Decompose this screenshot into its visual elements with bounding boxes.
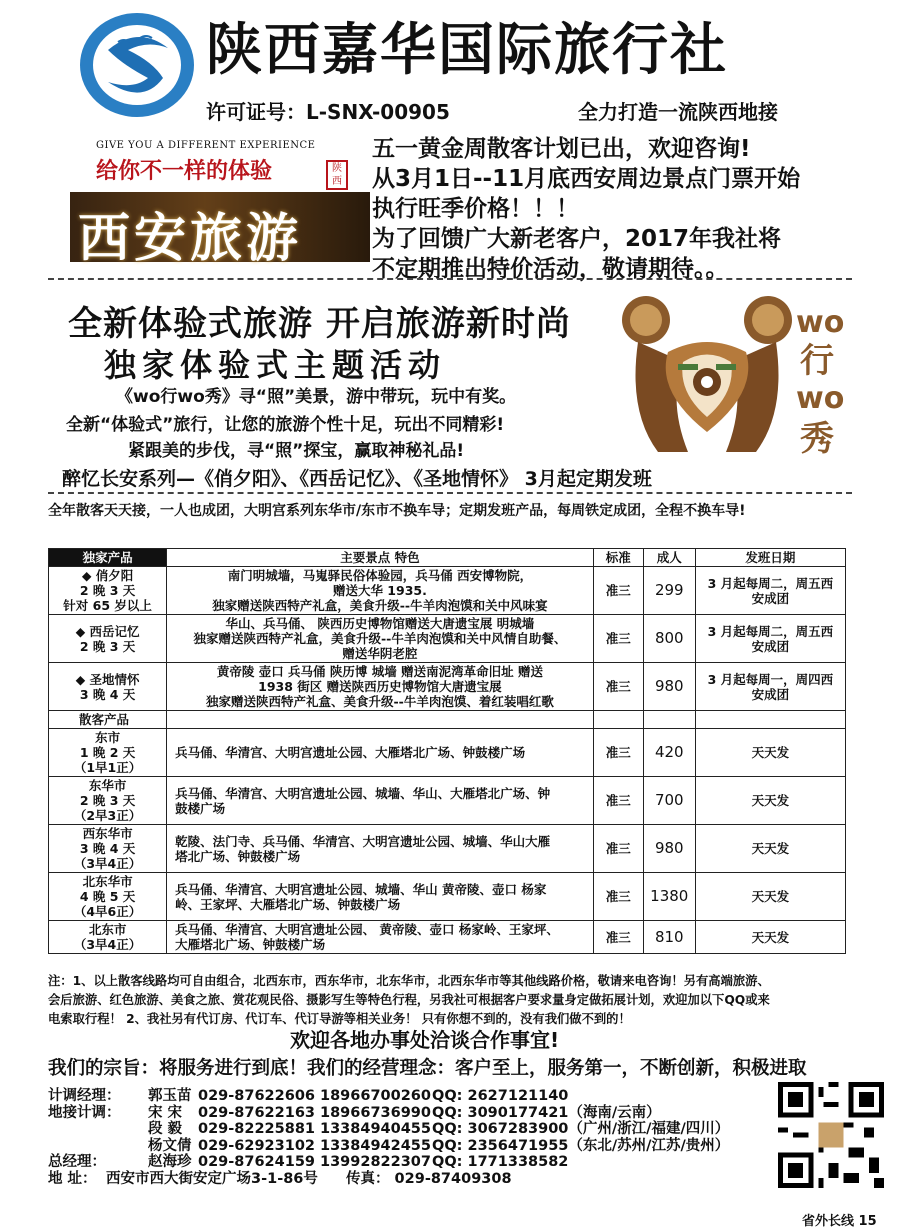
address-value: 西安市西大街安定广场3-1-86号 [106, 1170, 318, 1187]
address-label: 地 址： [48, 1170, 97, 1187]
cell-line: 西东华市 [82, 826, 133, 841]
cell-line: （2早3正） [73, 808, 142, 823]
cell-line: 3 晚 4 天 [79, 841, 136, 856]
cell-line: 3 晚 4 天 [79, 686, 136, 702]
cell-line: 天天发 [751, 793, 790, 808]
contact-qq: QQ: 1771338582 [432, 1154, 569, 1170]
contact-name: 赵海珍 [148, 1154, 192, 1170]
product-name-cell [49, 729, 167, 777]
empty-cell [167, 711, 594, 729]
spots-cell [167, 567, 594, 615]
product-name-cell [49, 921, 167, 954]
address-fax: 传真： 029-87409308 [346, 1170, 512, 1187]
banner-seal: 陕西 [326, 160, 348, 190]
table-row [49, 615, 846, 663]
emblem-text: wo [796, 305, 845, 340]
contact-qq: QQ: 3090177421（海南/云南） [432, 1104, 661, 1121]
cell-line: 安成团 [751, 686, 790, 702]
product-name-cell [49, 615, 167, 663]
standard-cell: 准三 [593, 825, 643, 873]
price-cell: 980 [643, 825, 695, 873]
experience-line: 全新“体验式”旅行，让您的旅游个性十足，玩出不同精彩! [66, 415, 505, 435]
empty-cell [593, 711, 643, 729]
price-cell: 1380 [643, 873, 695, 921]
cell-line: 黄帝陵 壶口 兵马俑 陕历博 城墙 赠送南泥湾革命旧址 赠送 [216, 664, 543, 679]
contact-mobile: 13384942455 [320, 1137, 431, 1154]
col-header: 发班日期 [695, 549, 845, 567]
standard-cell: 准三 [593, 921, 643, 954]
notice-line: 为了回馈广大新老客户，2017年我社将 [372, 226, 782, 252]
dates-cell [695, 567, 845, 615]
cell-line: 北东市 [88, 922, 127, 937]
cell-line: 2 晚 3 天 [79, 583, 136, 598]
cell-line: 大雁塔北广场、钟鼓楼广场 [175, 937, 326, 952]
experience-line: 紧跟美的步伐，寻“照”探宝，赢取神秘礼品! [128, 441, 465, 461]
contact-list [48, 1088, 788, 1187]
experience-line: 《wo行wo秀》寻“照”美景，游中带玩，玩中有奖。 [116, 387, 517, 407]
price-cell: 299 [643, 567, 695, 615]
table-row [49, 663, 846, 711]
empty-cell [643, 711, 695, 729]
cell-line: 4 晚 5 天 [79, 889, 136, 904]
notice-line: 从3月1日--11月底西安周边景点门票开始 [372, 166, 801, 192]
contact-tel: 029-82225881 [198, 1121, 315, 1137]
table-row [49, 825, 846, 873]
col-header: 标准 [593, 549, 643, 567]
dashed-divider [48, 278, 852, 280]
emblem-text: 行 [800, 341, 834, 381]
spots-cell [167, 615, 594, 663]
price-cell: 800 [643, 615, 695, 663]
cell-line: 天天发 [751, 889, 790, 904]
wo-xing-wo-xiu-emblem [618, 292, 868, 460]
product-name-cell [49, 825, 167, 873]
standard-cell: 准三 [593, 729, 643, 777]
price-cell: 810 [643, 921, 695, 954]
cell-line: 塔北广场、钟鼓楼广场 [175, 848, 301, 864]
dates-cell [695, 825, 845, 873]
cell-line: 1 晚 2 天 [79, 745, 136, 760]
contact-mobile: 18966700260 [320, 1088, 431, 1104]
sub-header-row [49, 711, 846, 729]
standard-cell: 准三 [593, 615, 643, 663]
cell-line: 鼓楼广场 [175, 800, 226, 816]
contact-name: 段 毅 [148, 1121, 183, 1137]
contact-row [48, 1105, 788, 1122]
motto-text: 我们的宗旨：将服务进行到底！我们的经营理念：客户至上，服务第一，不断创新，积极进取 [48, 1058, 807, 1079]
cell-line: 南门明城墙，马嵬驿民俗体验园，兵马俑 西安博物院， [227, 568, 533, 583]
contact-qq: QQ: 2356471955（东北/苏州/江苏/贵州） [432, 1137, 730, 1154]
notice-line: 五一黄金周散客计划已出，欢迎咨询! [372, 136, 751, 162]
footnote [48, 972, 860, 1029]
contact-row [48, 1154, 788, 1171]
contact-row [48, 1138, 788, 1155]
standard-cell: 准三 [593, 567, 643, 615]
contact-tel: 029-87624159 [198, 1154, 315, 1170]
cell-line: 针对 65 岁以上 [63, 598, 152, 613]
cell-line: 兵马俑、华清宫、大明宫遗址公园、城墙、华山 黄帝陵、壶口 杨家 [175, 881, 547, 897]
welcome-text: 欢迎各地办事处洽谈合作事宜! [290, 1028, 560, 1052]
cell-line: 独家赠送陕西特产礼盒，美食升级--牛羊肉泡馍和关中风情自助餐、 [193, 631, 567, 646]
contact-qq: QQ: 2627121140 [432, 1088, 569, 1104]
cell-line: 天天发 [751, 745, 790, 760]
series-schedule: 醉忆长安系列—《俏夕阳》、《西岳记忆》、《圣地情怀》 3月起定期发班 [62, 468, 652, 490]
contact-name: 郭玉苗 [148, 1088, 192, 1104]
experience-headline: 全新体验式旅游 开启旅游新时尚 [68, 304, 571, 344]
spots-cell [167, 873, 594, 921]
cell-line: 独家赠送陕西特产礼盒、美食升级--牛羊肉泡馍、着红装唱红歌 [205, 694, 554, 709]
dates-cell [695, 663, 845, 711]
dates-cell [695, 777, 845, 825]
cell-line: 2 晚 3 天 [79, 638, 136, 654]
cell-line: 乾陵、法门寺、兵马俑、华清宫、大明宫遗址公园、城墙、华山大雁 [175, 833, 551, 849]
banner-title-block [70, 192, 370, 269]
contact-tel: 029-87622163 [198, 1104, 315, 1121]
notice-line: 执行旺季价格！！！ [372, 196, 579, 222]
cell-line: 东华市 [88, 778, 127, 793]
col-header: 主要景点 特色 [167, 549, 594, 567]
emblem-text: wo [796, 381, 845, 416]
cell-line: 3 月起每周二，周五西 [707, 575, 834, 591]
cell-line: 安成团 [751, 590, 790, 606]
notice-block [372, 134, 872, 284]
company-name: 陕西嘉华国际旅行社 [206, 18, 728, 83]
table-row [49, 873, 846, 921]
banner-title: 西安旅游 [78, 209, 303, 269]
cell-line: 天天发 [751, 929, 790, 945]
contact-role: 地接计调： [48, 1104, 121, 1121]
col-header: 独家产品 [49, 549, 167, 567]
dates-cell [695, 729, 845, 777]
spots-cell [167, 825, 594, 873]
contact-mobile: 13992822307 [320, 1154, 431, 1170]
cell-line: ◆ 俏夕阳 [81, 568, 134, 583]
spots-cell [167, 921, 594, 954]
cell-line: 东市 [95, 730, 121, 745]
price-cell: 700 [643, 777, 695, 825]
table-body [49, 567, 846, 954]
product-name-cell [49, 873, 167, 921]
cell-line: 1938 街区 赠送陕西历史博物馆大唐遗宝展 [258, 679, 502, 694]
dates-cell [695, 873, 845, 921]
daily-tour-note: 全年散客天天接，一人也成团，大明宫系列东华市/东市不换车导；定期发班产品，每周铁定成团，全程不换车导! [48, 503, 746, 519]
cell-line: 3 月起每周二，周五西 [707, 623, 834, 639]
contact-tel: 029-87622606 [198, 1088, 315, 1104]
cell-line: 天天发 [751, 841, 790, 856]
table-row [49, 777, 846, 825]
table-row [49, 567, 846, 615]
empty-cell [695, 711, 845, 729]
banner-chinese-slogan: 给你不一样的体验 [96, 158, 273, 184]
cell-line: 赠送大华 1935. [332, 583, 427, 598]
xian-tourism-banner [70, 140, 370, 270]
price-cell: 980 [643, 663, 695, 711]
spots-cell [167, 663, 594, 711]
cell-line: ◆ 圣地情怀 [75, 671, 140, 687]
contact-qq: QQ: 3067283900（广州/浙江/福建/四川） [432, 1121, 730, 1137]
cell-line: 岭、王家坪、大雁塔北广场、钟鼓楼广场 [175, 896, 401, 912]
cell-line: 北东华市 [82, 874, 133, 889]
contact-row [48, 1121, 788, 1138]
spots-cell [167, 729, 594, 777]
qr-code [778, 1082, 884, 1188]
experience-subhead: 独家体验式主题活动 [104, 346, 447, 384]
dates-cell [695, 615, 845, 663]
sub-header: 散客产品 [49, 711, 167, 729]
company-logo [78, 10, 196, 120]
contact-role: 总经理： [48, 1154, 106, 1170]
contact-name: 杨文倩 [148, 1137, 192, 1154]
banner-english-slogan: GIVE YOU A DIFFERENT EXPERIENCE [96, 140, 316, 151]
notice-line: 不定期推出特价活动，敬请期待。。 [372, 256, 729, 282]
table-row [49, 921, 846, 954]
cell-line: （3早4正） [73, 856, 142, 871]
dates-cell [695, 921, 845, 954]
page-footer: 省外长线 15 [802, 1214, 877, 1229]
address-row [48, 1171, 788, 1188]
footnote-line: 会后旅游、红色旅游、美食之旅、赏花观民俗、摄影写生等特色行程，另我社可根据客户要求量身定做拓展计划，欢迎加以下QQ或来 [48, 993, 770, 1007]
product-name-cell [49, 567, 167, 615]
emblem-text: 秀 [800, 419, 834, 459]
footnote-line: 注：1、以上散客线路均可自由组合，北西东市，西东华市，北东华市，北西东华市等其他线路价格，敬请来电咨询！另有高端旅游、 [48, 974, 770, 988]
cell-line: 赠送华阴老腔 [342, 646, 418, 661]
cell-line: 兵马俑、华清宫、大明宫遗址公园、城墙、华山、大雁塔北广场、钟 [175, 785, 551, 801]
cell-line: 华山、兵马俑、 陕西历史博物馆赠送大唐遗宝展 明城墙 [225, 616, 535, 631]
cell-line: ◆ 西岳记忆 [75, 623, 140, 639]
contact-mobile: 13384940455 [320, 1121, 431, 1137]
product-name-cell [49, 663, 167, 711]
standard-cell: 准三 [593, 777, 643, 825]
footnote-line: 电索取行程！ 2、我社另有代订房、代订车、代订导游等相关业务！ 只有你想不到的，没有我们做不到的！ [48, 1012, 631, 1026]
license-number: 许可证号：L-SNX-00905 [206, 100, 450, 124]
table-row [49, 729, 846, 777]
standard-cell: 准三 [593, 663, 643, 711]
tagline: 全力打造一流陕西地接 [578, 100, 778, 124]
cell-line: （4早6正） [73, 904, 142, 919]
contact-row [48, 1088, 788, 1105]
product-table [48, 548, 846, 954]
cell-line: 安成团 [751, 638, 790, 654]
cell-line: 独家赠送陕西特产礼盒，美食升级--牛羊肉泡馍和关中风味宴 [212, 598, 548, 613]
spots-cell [167, 777, 594, 825]
product-name-cell [49, 777, 167, 825]
contact-tel: 029-62923102 [198, 1137, 315, 1154]
standard-cell: 准三 [593, 873, 643, 921]
contact-role: 计调经理： [48, 1088, 121, 1104]
cell-line: 3 月起每周一，周四西 [707, 671, 834, 687]
dashed-divider [48, 492, 852, 494]
price-cell: 420 [643, 729, 695, 777]
cell-line: （1早1正） [73, 760, 142, 775]
cell-line: 兵马俑、华清宫、大明宫遗址公园、大雁塔北广场、钟鼓楼广场 [175, 745, 526, 760]
table-header-row [49, 549, 846, 567]
cell-line: 兵马俑、华清宫、大明宫遗址公园、 黄帝陵、壶口 杨家岭、王家坪、 [175, 922, 559, 937]
cell-line: 2 晚 3 天 [79, 793, 136, 808]
contact-mobile: 18966736990 [320, 1104, 431, 1121]
col-header: 成人 [643, 549, 695, 567]
contact-name: 宋 宋 [148, 1104, 183, 1121]
cell-line: （3早4正） [73, 937, 142, 952]
